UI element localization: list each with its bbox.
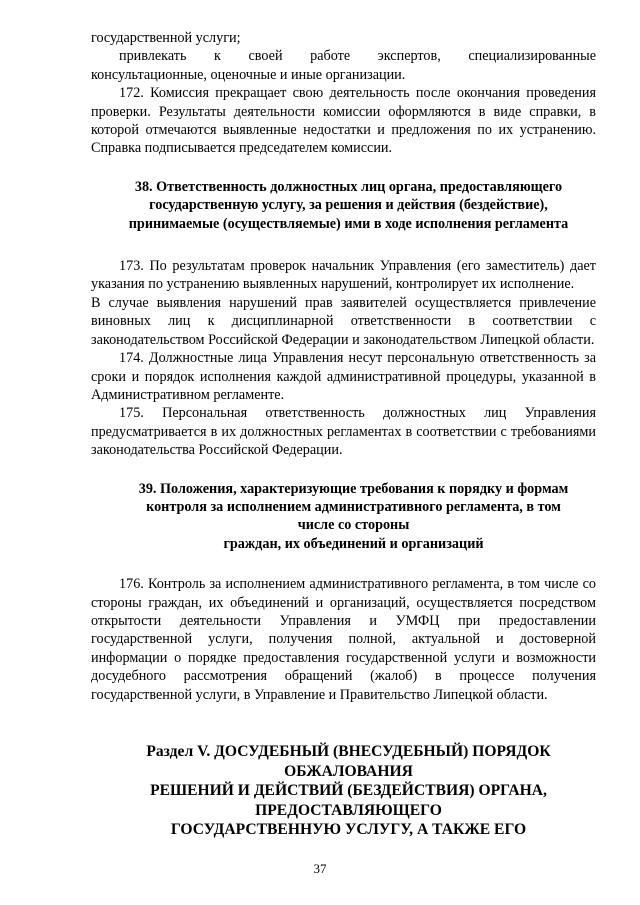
heading-39-line: контроля за исполнением административного регламента, в том xyxy=(146,498,561,515)
section-5-line: Раздел V. ДОСУДЕБНЫЙ (ВНЕСУДЕБНЫЙ) ПОРЯДОК xyxy=(146,743,551,760)
page-number: 37 xyxy=(313,861,327,876)
section-5-line: ПРЕДОСТАВЛЯЮЩЕГО xyxy=(255,801,442,819)
section-5-line: ГОСУДАРСТВЕННУЮ УСЛУГУ, А ТАКЖЕ ЕГО xyxy=(170,821,527,838)
paragraph-experts-cont: консультационные, оценочные и иные организации. xyxy=(91,66,406,83)
section-5-line: ОБЖАЛОВАНИЯ xyxy=(284,762,413,780)
paragraph-173-cont: В случае выявления нарушений прав заявителей осуществляется привлечение виновных лиц к дисциплинарной ответственности в соответствии с законодательством Российской Федерации и законодательством Липецкой области. xyxy=(91,294,596,348)
heading-39-line: 39. Положения, характеризующие требования к порядку и формам xyxy=(138,480,569,497)
document-page xyxy=(91,29,596,840)
heading-38: 38. Ответственность должностных лиц органа, предоставляющего государственную услугу, за решения и действия (бездействие), принимаемые (осуществляемые) ими в ходе исполнения регламента xyxy=(128,178,569,232)
heading-39 xyxy=(91,480,596,554)
section-5-line: РЕШЕНИЙ И ДЕЙСТВИЙ (БЕЗДЕЙСТВИЯ) ОРГАНА, xyxy=(150,782,547,799)
paragraph-173: 173. По результатам проверок начальник Управления (его заместитель) дает указания по устранению выявленных нарушений, контролирует их исполнение. xyxy=(91,258,596,293)
heading-39-line: числе со стороны xyxy=(297,517,410,534)
paragraph-174: 174. Должностные лица Управления несут персональную ответственность за сроки и порядок исполнения каждой административной процедуры, указанной в Административном регламенте. xyxy=(91,350,596,403)
paragraph-continuation: государственной услуги; xyxy=(91,30,241,46)
paragraph-175: 175. Персональная ответственность должностных лиц Управления предусматривается в их должностных регламентах в соответствии с требованиями законодательства Российской Федерации. xyxy=(91,405,596,459)
paragraph-172: 172. Комиссия прекращает свою деятельность после окончания проведения проверки. Результаты деятельности комиссии оформляются в виде справки, в которой отмечаются выявленные недостатки и предложения по их устранению. Справка подписывается председателем комиссии. xyxy=(91,85,596,157)
paragraph-176: 176. Контроль за исполнением административного регламента, в том числе со стороны граждан, их объединений и организаций, осуществляется посредством открытости деятельности Управления и УМФЦ при предоставлении государственной услуги, получения полной, актуальной и достоверной информации о порядке предоставления государственной услуги и возможности досудебного рассмотрения обращений (жалоб) в процессе получения государственной услуги, в Управление и Правительство Липецкой области. xyxy=(91,576,596,703)
section-5-heading xyxy=(91,742,596,840)
heading-39-line: граждан, их объединений и организаций xyxy=(223,535,484,552)
paragraph-experts: привлекать к своей работе экспертов, специализированные xyxy=(119,48,596,65)
